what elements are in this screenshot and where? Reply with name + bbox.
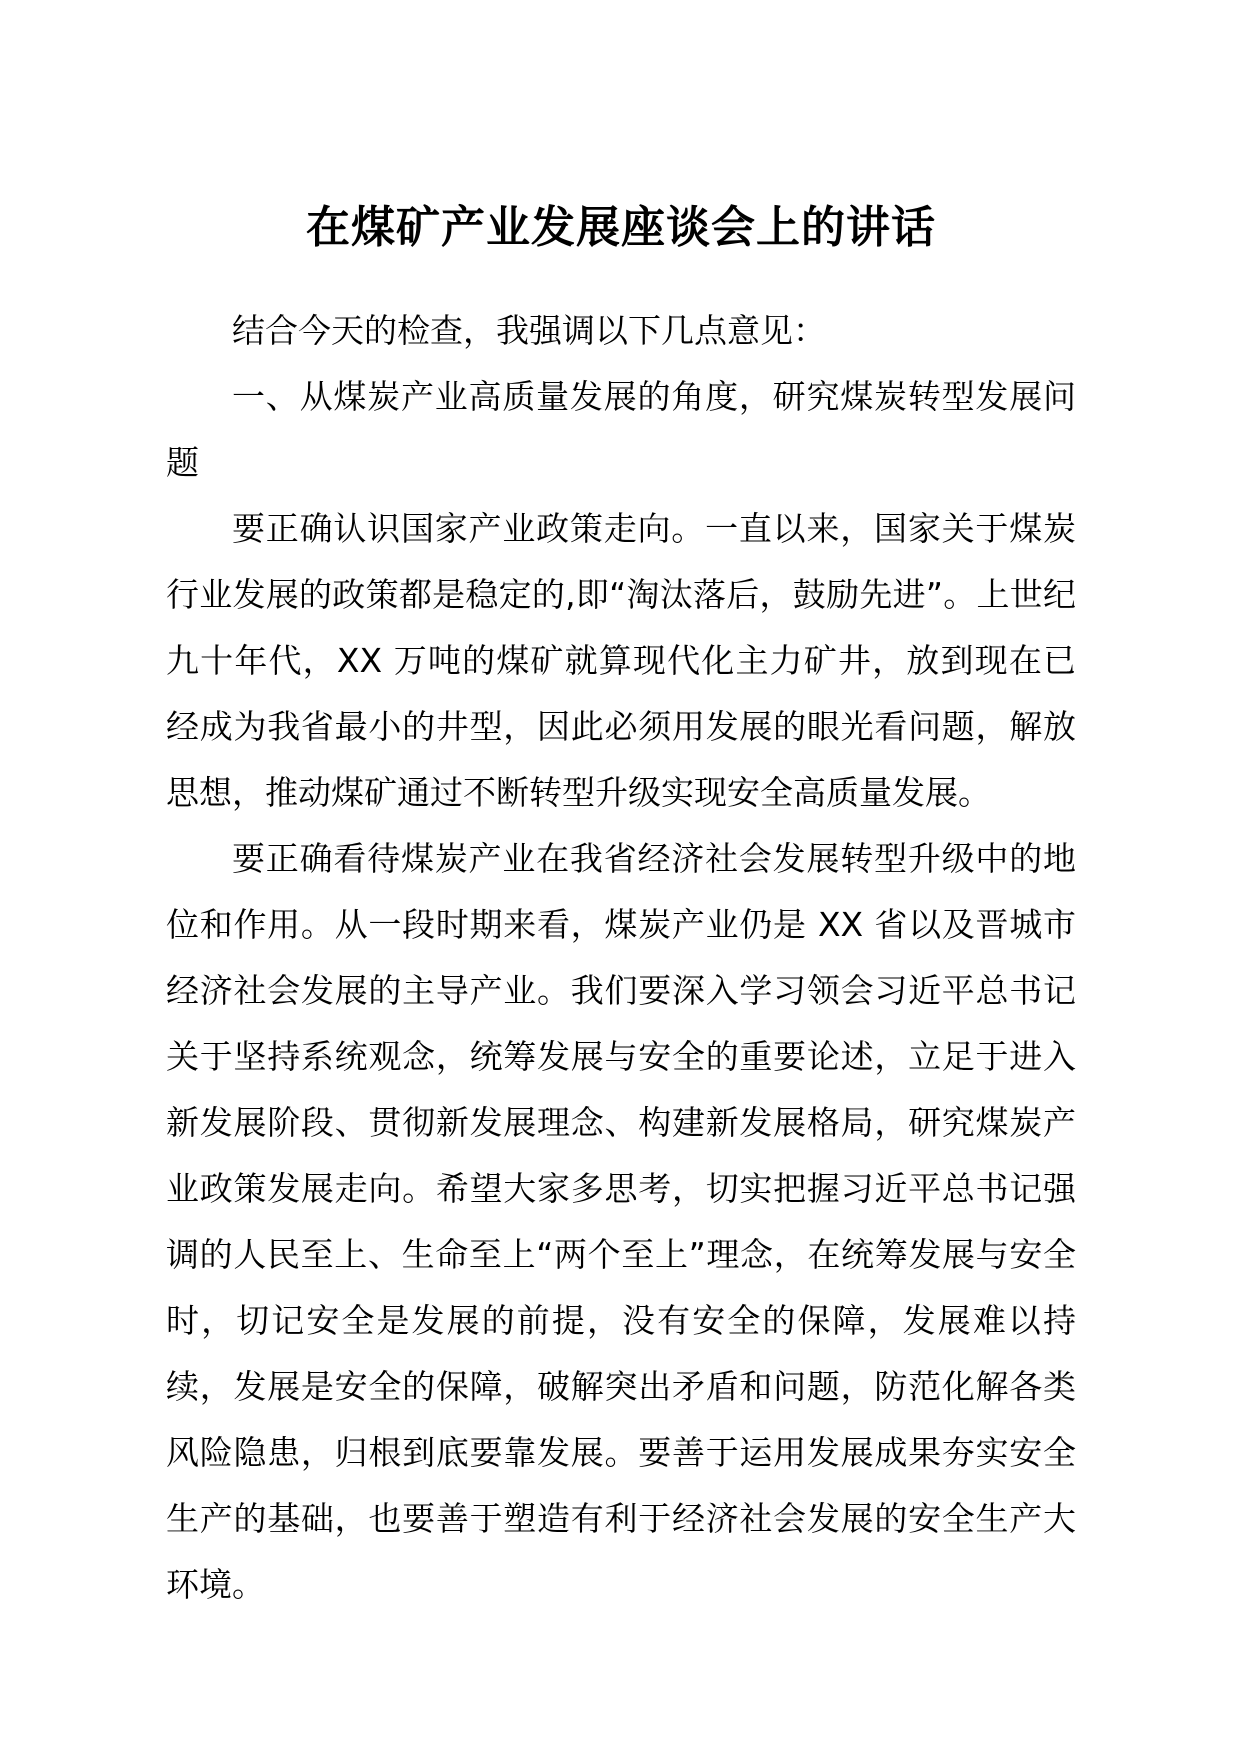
paragraph-intro: 结合今天的检查，我强调以下几点意见：: [232, 311, 826, 350]
paragraph-policy-direction: 要正确认识国家产业政策走向。一直以来，国家关于煤炭行业发展的政策都是稳定的,即“淘汰落后，鼓励先进”。上世纪九十年代，XX 万吨的煤矿就算现代化主力矿井，放到现在已经成为我省最小的井型，因此必须用发展的眼光看问题，解放思想，推动煤矿通过不断转型升级实现安全高质量发展。: [166, 509, 1076, 812]
section-heading-one: 一、从煤炭产业高质量发展的角度，研究煤炭转型发展问题: [166, 377, 1076, 482]
document-title: 在煤矿产业发展座谈会上的讲话: [306, 202, 936, 253]
document-body: [166, 298, 1076, 1618]
paragraph-industry-role: 要正确看待煤炭产业在我省经济社会发展转型升级中的地位和作用。从一段时期来看，煤炭产业仍是 XX 省以及晋城市经济社会发展的主导产业。我们要深入学习领会习近平总书记关于坚持系统观念，统筹发展与安全的重要论述，立足于进入新发展阶段、贯彻新发展理念、构建新发展格局，研究煤炭产业政策发展走向。希望大家多思考，切实把握习近平总书记强调的人民至上、生命至上“两个至上”理念，在统筹发展与安全时，切记安全是发展的前提，没有安全的保障，发展难以持续，发展是安全的保障，破解突出矛盾和问题，防范化解各类风险隐患，归根到底要靠发展。要善于运用发展成果夯实安全生产的基础，也要善于塑造有利于经济社会发展的安全生产大环境。: [166, 839, 1076, 1604]
